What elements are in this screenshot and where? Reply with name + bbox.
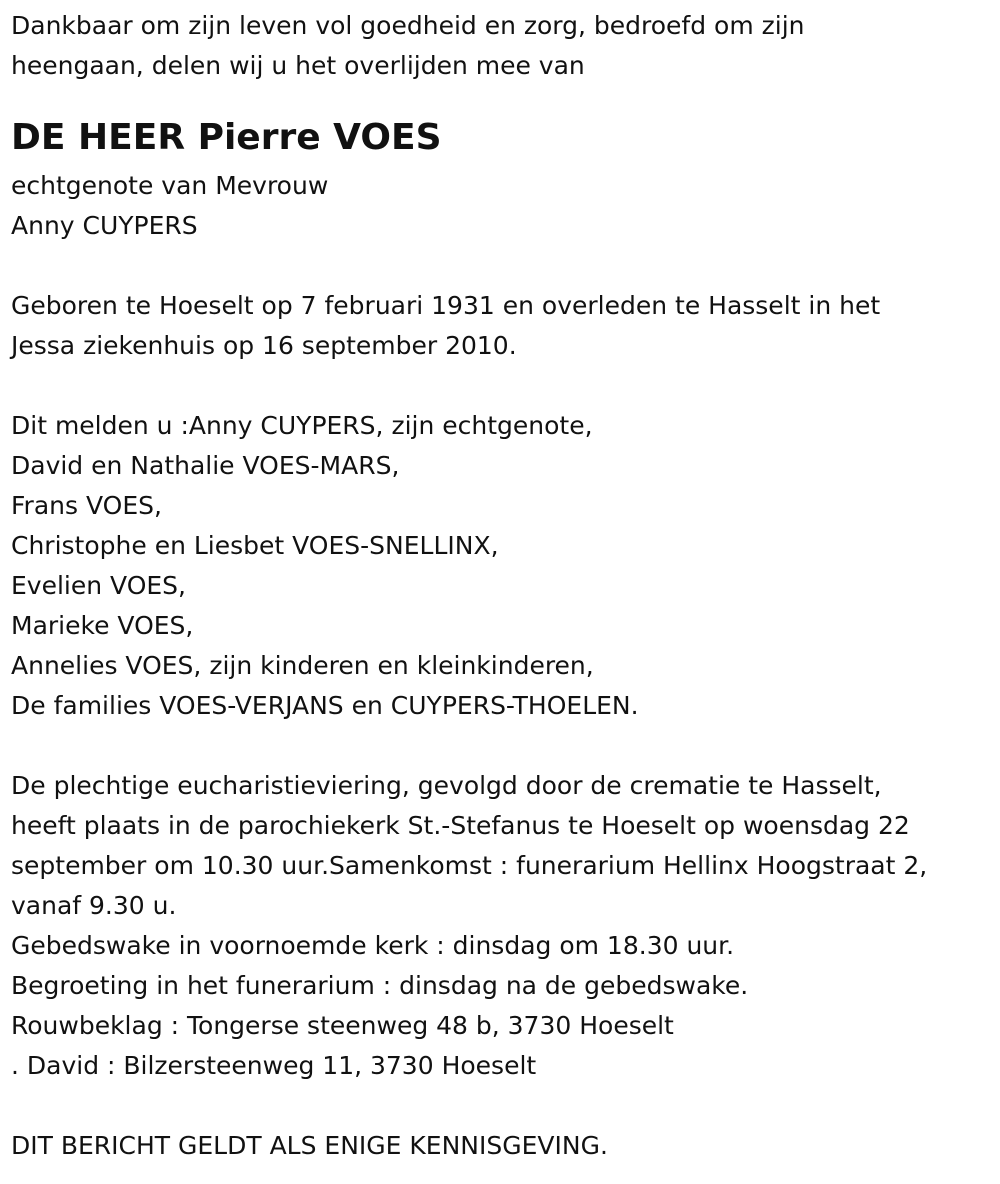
ceremony-line: Begroeting in het funerarium : dinsdag na de gebedswake. [11, 971, 749, 1000]
ceremony-line: heeft plaats in de parochiekerk St.-Stefanus te Hoeselt op woensdag 22 [11, 811, 910, 840]
ceremony-paragraph [11, 766, 996, 1086]
ceremony-line: vanaf 9.30 u. [11, 891, 177, 920]
spouse-paragraph [11, 166, 996, 246]
spacer [11, 366, 996, 406]
family-paragraph [11, 406, 996, 726]
family-line: Frans VOES, [11, 491, 162, 520]
spacer [11, 1086, 996, 1126]
family-line: Dit melden u :Anny CUYPERS, zijn echtgenote, [11, 411, 593, 440]
intro-paragraph [11, 6, 996, 86]
obituary-notice [11, 6, 996, 1166]
closing-notice: DIT BERICHT GELDT ALS ENIGE KENNISGEVING. [11, 1131, 608, 1160]
spacer [11, 726, 996, 766]
birth-death-paragraph [11, 286, 996, 366]
spacer [11, 246, 996, 286]
birth-death-line: Jessa ziekenhuis op 16 september 2010. [11, 331, 517, 360]
family-line: Annelies VOES, zijn kinderen en kleinkinderen, [11, 651, 594, 680]
spouse-line: echtgenote van Mevrouw [11, 171, 329, 200]
family-line: Christophe en Liesbet VOES-SNELLINX, [11, 531, 499, 560]
ceremony-line: De plechtige eucharistieviering, gevolgd door de crematie te Hasselt, [11, 771, 882, 800]
family-line: Marieke VOES, [11, 611, 194, 640]
intro-line: heengaan, delen wij u het overlijden mee van [11, 51, 585, 80]
family-line: Evelien VOES, [11, 571, 186, 600]
family-line: De families VOES-VERJANS en CUYPERS-THOELEN. [11, 691, 639, 720]
ceremony-line: . David : Bilzersteenweg 11, 3730 Hoeselt [11, 1051, 537, 1080]
family-line: David en Nathalie VOES-MARS, [11, 451, 400, 480]
ceremony-line: Rouwbeklag : Tongerse steenweg 48 b, 3730 Hoeselt [11, 1011, 674, 1040]
intro-line: Dankbaar om zijn leven vol goedheid en zorg, bedroefd om zijn [11, 11, 805, 40]
birth-death-line: Geboren te Hoeselt op 7 februari 1931 en overleden te Hasselt in het [11, 291, 881, 320]
deceased-name: DE HEER Pierre VOES [11, 117, 442, 158]
ceremony-line: Gebedswake in voornoemde kerk : dinsdag om 18.30 uur. [11, 931, 735, 960]
ceremony-line: september om 10.30 uur.Samenkomst : funerarium Hellinx Hoogstraat 2, [11, 851, 928, 880]
spouse-line: Anny CUYPERS [11, 211, 198, 240]
